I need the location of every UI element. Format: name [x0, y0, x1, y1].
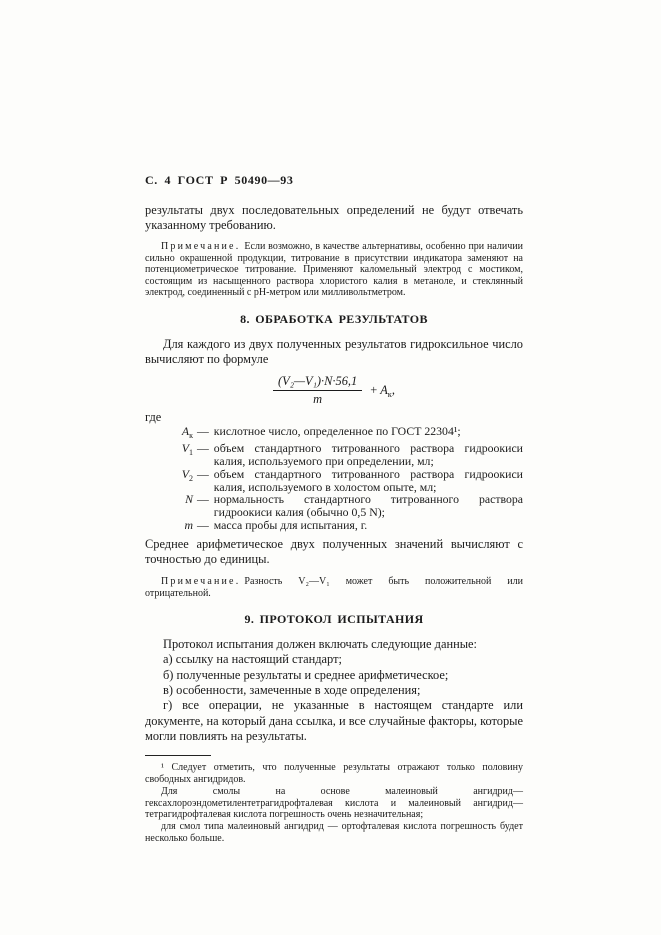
note-label: Примечание.	[161, 241, 241, 252]
formula-plus-sign: +	[370, 382, 378, 397]
definition-symbol: $V_2$	[181, 466, 193, 483]
definition-text: нормальность стандартного титрованного раствора гидроокиси калия (обычно 0,5 N);	[213, 492, 523, 519]
section-8-intro: Для каждого из двух полученных результатов гидроксильное число вычисляют по формуле	[145, 336, 523, 366]
definition-row	[145, 425, 523, 443]
note-difference	[145, 576, 523, 599]
section-8-heading: 8. ОБРАБОТКА РЕЗУЛЬТАТОВ	[240, 311, 428, 326]
page-content	[145, 173, 523, 845]
definition-row	[145, 442, 523, 467]
footnote-divider	[145, 755, 211, 756]
definition-dash: —	[197, 441, 209, 456]
formula-addend	[380, 383, 395, 399]
formula-denominator: m	[313, 391, 323, 406]
definition-dash: —	[197, 492, 209, 507]
footnote	[145, 762, 523, 845]
definition-symbol: m	[184, 517, 193, 532]
definition-text: объем стандартного титрованного раствора гидроокиси калия, используемого в холостом опыте, мл;	[213, 466, 523, 494]
definition-text: масса пробы для испытания, г.	[213, 517, 368, 532]
note-text: Если возможно, в качестве альтернативы, особенно при наличии сильно окрашенной продукции, титрование в присутствии индикатора заменяют на потенциометрическое титрование. Применяют каломельный электрод с мостиком, состоящим из насыщенного раствора хлористого калия в метаноле, и стеклянный электрод, соединенный с рН-метром или милливольтметром.	[145, 241, 523, 299]
section-9-intro: Протокол испытания должен включать следующие данные:	[163, 637, 477, 652]
note-alternative	[145, 241, 523, 299]
protocol-item-b: б) полученные результаты и среднее арифметическое;	[163, 667, 449, 682]
section-8-closing: Среднее арифметическое двух полученных значений вычисляют с точностью до единицы.	[145, 537, 523, 567]
definition-text: объем стандартного титрованного раствора гидроокиси калия, используемого при определении, мл;	[213, 441, 523, 469]
definition-row	[145, 493, 523, 518]
where-label: где	[145, 409, 162, 424]
note-label: Примечание.	[161, 576, 241, 588]
formula-addend-subscript: к	[387, 388, 392, 399]
protocol-item-g: г) все операции, не указанные в настоящем стандарте или документе, на который дана ссылка, и все случайные факторы, которые могли повлиять на результаты.	[145, 698, 523, 743]
definition-row	[145, 519, 523, 537]
footnote-paragraph: Для смолы на основе малеиновый ангидрид—гексахлороэндометилентетрагидрофталевая кислота и малеиновый ангидрид—тетрагидрофталевая кислота погрешность очень незначительная;	[145, 785, 523, 821]
formula-comma: ,	[391, 382, 395, 397]
hydroxyl-number-formula	[145, 374, 523, 407]
protocol-item-v: в) особенности, замеченные в ходе определения;	[163, 682, 421, 697]
protocol-item-a: а) ссылку на настоящий стандарт;	[163, 652, 342, 667]
footnote-paragraph: для смол типа малеиновый ангидрид — ортофталевая кислота погрешность будет несколько больше.	[145, 821, 523, 844]
intro-paragraph: результаты двух последовательных определений не будут отвечать указанному требованию.	[145, 203, 523, 232]
formula-addend-base: A	[380, 382, 388, 397]
definition-symbol: $V_1$	[181, 441, 193, 458]
definition-dash: —	[197, 423, 209, 438]
formula-fraction	[273, 374, 362, 407]
definition-symbol: $A_к$	[181, 423, 193, 440]
definition-dash: —	[197, 466, 209, 481]
running-header: С. 4 ГОСТ Р 50490—93	[145, 173, 294, 187]
definition-row	[145, 468, 523, 493]
definition-text: кислотное число, определенное по ГОСТ 22304¹;	[213, 423, 461, 438]
formula-numerator: (V₂—V₁)·N·56,1	[273, 374, 362, 391]
note-text: Разность V₂—V₁ может быть положительной или отрицательной.	[145, 576, 523, 599]
section-9-heading: 9. ПРОТОКОЛ ИСПЫТАНИЯ	[244, 612, 424, 627]
definition-symbol: N	[185, 492, 193, 507]
definitions-list	[145, 425, 523, 536]
definition-dash: —	[197, 517, 209, 532]
footnote-paragraph: ¹ Следует отметить, что полученные результаты отражают только половину свободных ангидридов.	[145, 762, 523, 785]
